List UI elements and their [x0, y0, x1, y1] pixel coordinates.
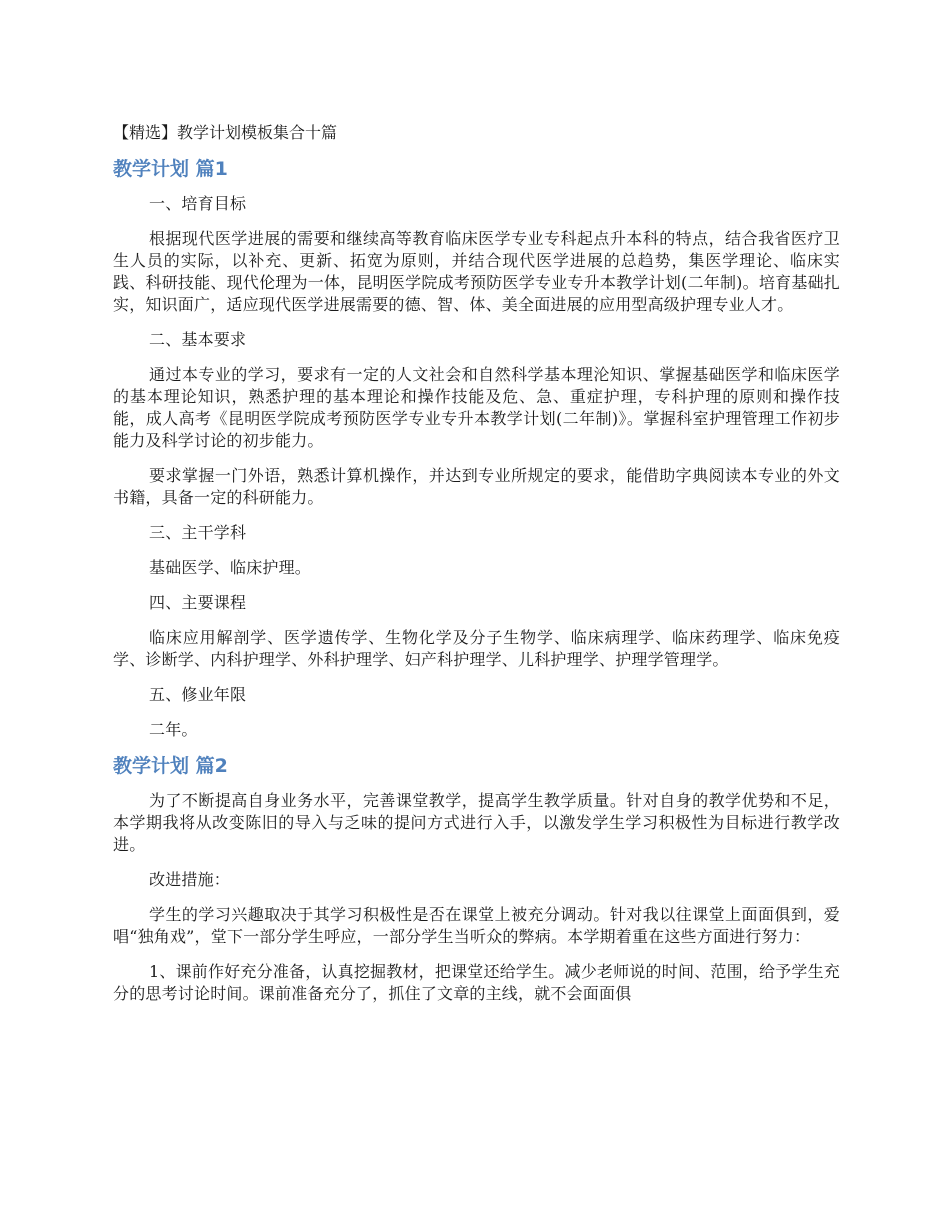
document-title: 【精选】教学计划模板集合十篇 — [113, 123, 338, 142]
paragraph: 四、主要课程 — [149, 593, 247, 612]
paragraph: 1、课前作好充分准备，认真挖掘教材，把课堂还给学生。减少老师说的时间、范围，给予学生充分的思考讨论时间。课前准备充分了，抓住了文章的主线，就不会面面俱 — [113, 962, 840, 1003]
paragraph: 根据现代医学进展的需要和继续高等教育临床医学专业专科起点升本科的特点，结合我省医疗卫生人员的实际，以补充、更新、拓宽为原则，并结合现代医学进展的总趋势，集医学理论、临床实践、科研技能、现代伦理为一体，昆明医学院成考预防医学专业专升本教学计划(二年制)。培育基础扎实，知识面广，适应现代医学进展需要的德、智、体、美全面进展的应用型高级护理专业人才。 — [113, 229, 840, 314]
paragraph: 五、修业年限 — [149, 685, 247, 704]
paragraph: 学生的学习兴趣取决于其学习积极性是否在课堂上被充分调动。针对我以往课堂上面面俱到，爱唱“独角戏”，堂下一部分学生呼应，一部分学生当听众的弊病。本学期着重在这些方面进行努力： — [113, 905, 840, 946]
section-heading: 教学计划 篇1 — [113, 158, 228, 180]
paragraph: 二年。 — [149, 720, 198, 739]
paragraph: 一、培育目标 — [149, 194, 247, 213]
paragraph: 为了不断提高自身业务水平，完善课堂教学，提高学生教学质量。针对自身的教学优势和不足，本学期我将从改变陈旧的导入与乏味的提问方式进行入手，以激发学生学习积极性为目标进行教学改进。 — [113, 791, 840, 854]
paragraph: 基础医学、临床护理。 — [149, 558, 312, 577]
section-1 — [113, 157, 840, 741]
paragraph: 通过本专业的学习，要求有一定的人文社会和自然科学基本理沦知识、掌握基础医学和临床医学的基本理论知识，熟悉护理的基本理论和操作技能及危、急、重症护理，专科护理的原则和操作技能，成人高考《昆明医学院成考预防医学专业专升本教学计划(二年制)》。掌握科室护理管理工作初步能力及科学讨论的初步能力。 — [113, 365, 840, 450]
section-2 — [113, 754, 840, 1005]
paragraph: 改进措施： — [149, 870, 231, 889]
paragraph: 二、基本要求 — [149, 330, 247, 349]
paragraph: 三、主干学科 — [149, 523, 247, 542]
paragraph: 要求掌握一门外语，熟悉计算机操作，并达到专业所规定的要求，能借助字典阅读本专业的外文书籍，具备一定的科研能力。 — [113, 466, 840, 507]
paragraph: 临床应用解剖学、医学遗传学、生物化学及分子生物学、临床病理学、临床药理学、临床免疫学、诊断学、内科护理学、外科护理学、妇产科护理学、儿科护理学、护理学管理学。 — [113, 628, 840, 669]
document-page — [113, 122, 840, 1018]
section-heading: 教学计划 篇2 — [113, 755, 228, 777]
